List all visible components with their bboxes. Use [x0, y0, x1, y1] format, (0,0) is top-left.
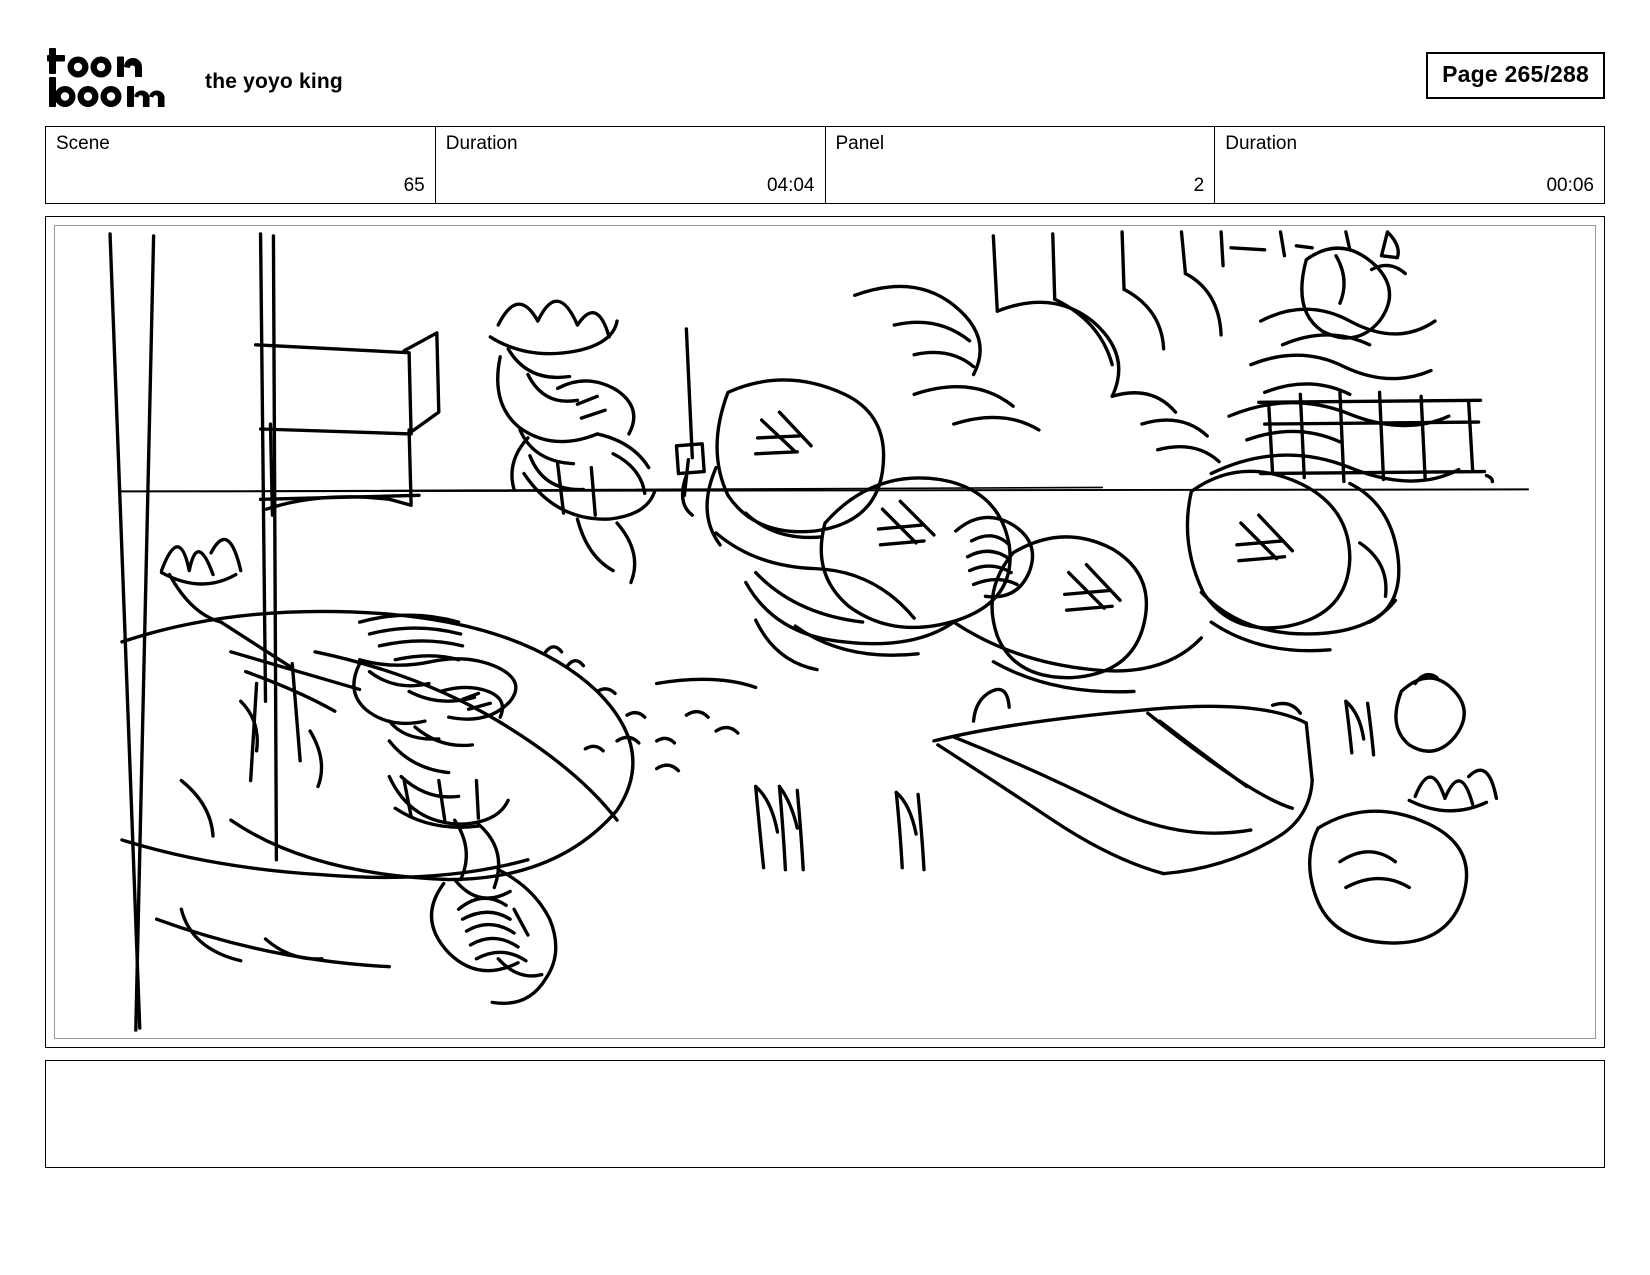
panel-label: Panel — [835, 133, 885, 154]
scene-value: 65 — [403, 175, 425, 196]
panel-artwork — [54, 225, 1596, 1039]
scene-duration-value: 04:04 — [766, 175, 815, 196]
panel-notes[interactable] — [45, 1060, 1605, 1168]
toon-boom-logo — [47, 44, 177, 110]
scene-duration-cell — [436, 127, 826, 203]
panel-artwork-frame — [45, 216, 1605, 1048]
panel-duration-value: 00:06 — [1546, 175, 1594, 196]
panel-info-table — [45, 126, 1605, 204]
page-number-badge: Page 265/288 — [1426, 52, 1605, 99]
scene-duration-label: Duration — [445, 133, 518, 154]
storyboard-sketch-svg — [55, 226, 1595, 1038]
panel-duration-label: Duration — [1225, 133, 1298, 154]
panel-cell — [826, 127, 1216, 203]
panel-value: 2 — [1193, 175, 1205, 196]
page-header — [45, 40, 1605, 112]
scene-cell — [46, 127, 436, 203]
panel-duration-cell — [1215, 127, 1604, 203]
project-title: the yoyo king — [205, 70, 343, 93]
scene-label: Scene — [56, 133, 110, 154]
